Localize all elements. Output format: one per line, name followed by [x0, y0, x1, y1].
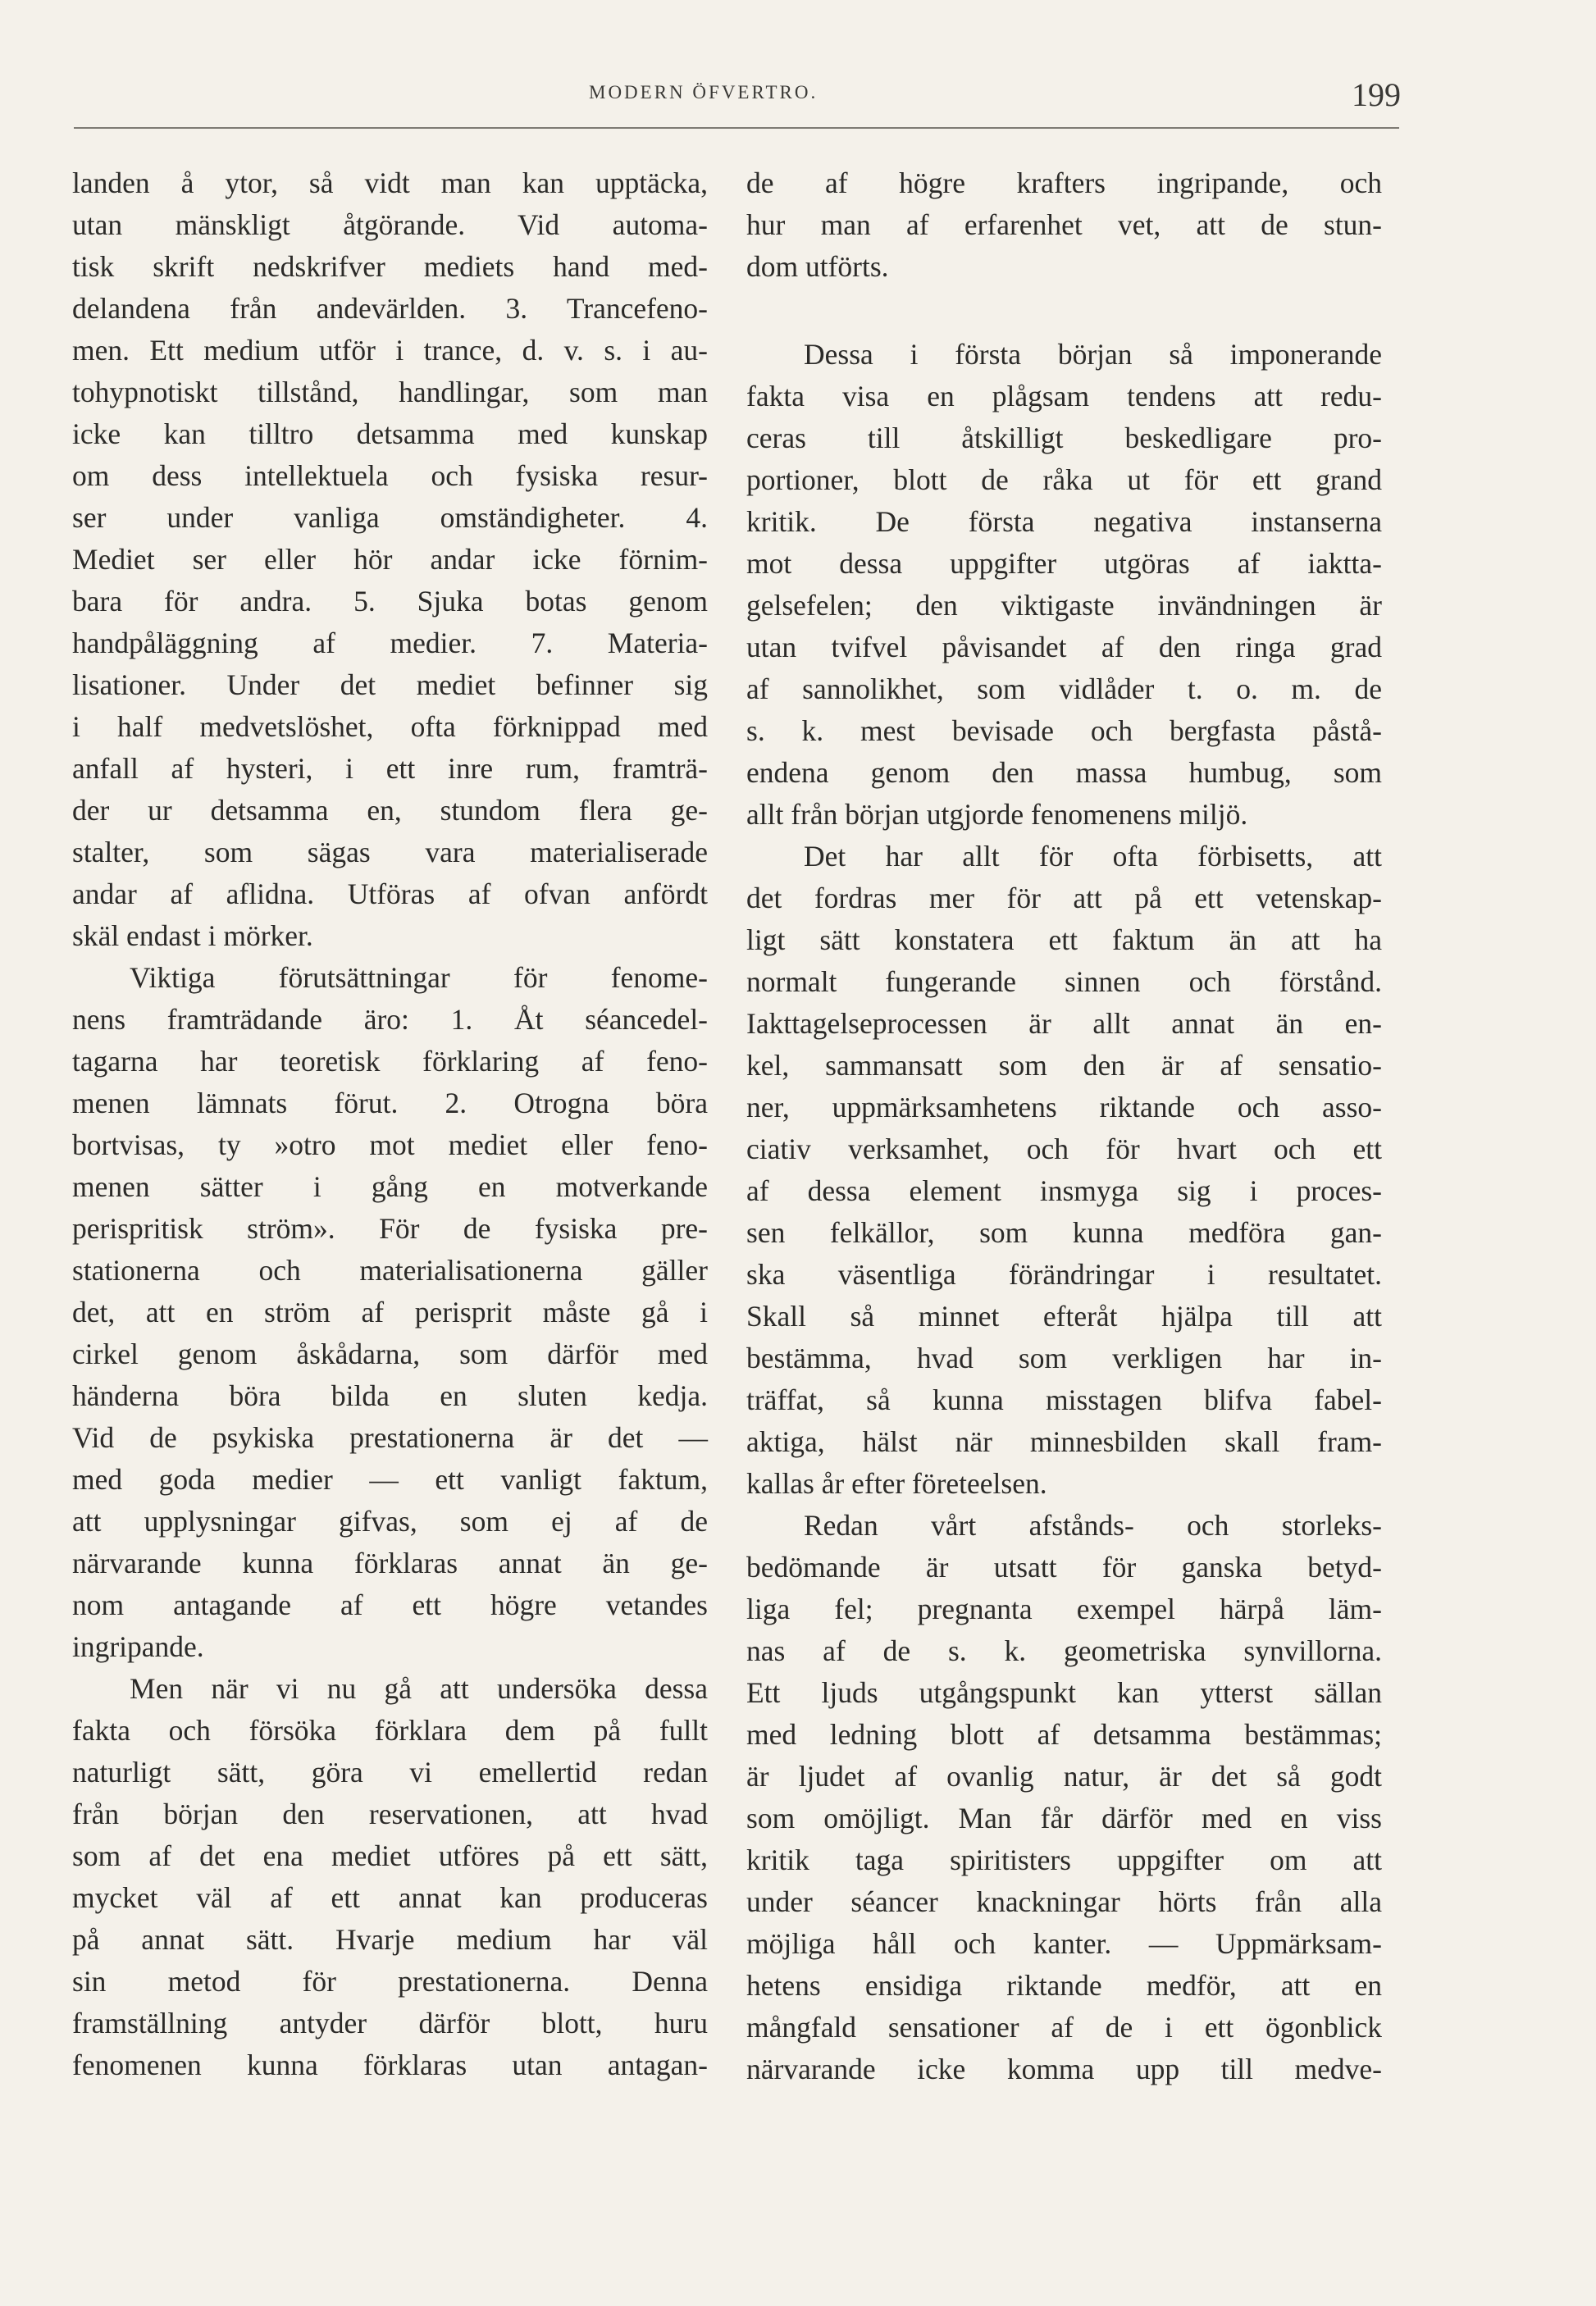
text-line: i half medvetslöshet, ofta förknippad med — [72, 710, 708, 743]
text-line: om dess intellektuela och fysiska resur- — [72, 459, 708, 492]
text-line: hetens ensidiga riktande medför, att en — [746, 1969, 1382, 2002]
text-line: s. k. mest bevisade och bergfasta påstå- — [746, 714, 1382, 747]
text-line: hur man af erfarenhet vet, att de stun- — [746, 208, 1382, 241]
text-line: tagarna har teoretisk förklaring af feno- — [72, 1045, 708, 1078]
text-line: der ur detsamma en, stundom flera ge- — [72, 794, 708, 827]
running-title: MODERN ÖFVERTRO. — [589, 82, 819, 103]
text-line: händerna böra bilda en sluten kedja. — [72, 1379, 708, 1412]
text-line: sen felkällor, som kunna medföra gan- — [746, 1216, 1382, 1249]
text-line: nas af de s. k. geometriska synvillorna. — [746, 1634, 1382, 1667]
text-line: endena genom den massa humbug, som — [746, 756, 1382, 789]
text-line: Ett ljuds utgångspunkt kan ytterst sällan — [746, 1676, 1382, 1709]
text-line: det fordras mer för att på ett vetenskap- — [746, 882, 1382, 914]
text-line: mångfald sensationer af de i ett ögonblick — [746, 2011, 1382, 2044]
text-line: närvarande kunna förklaras annat än ge- — [72, 1547, 708, 1579]
paragraph-gap — [746, 288, 1382, 334]
text-line: som af det ena mediet utföres på ett sätt, — [72, 1839, 708, 1872]
text-line: bortvisas, ty »otro mot mediet eller feno- — [72, 1128, 708, 1161]
text-line: ser under vanliga omständigheter. 4. — [72, 501, 708, 534]
paragraph — [72, 162, 708, 957]
paragraph — [72, 1668, 708, 2086]
text-line: Dessa i första början så imponerande — [804, 338, 1382, 371]
text-line: utan mänskligt åtgörande. Vid automa- — [72, 208, 708, 241]
text-line: af sannolikhet, som vidlåder t. o. m. de — [746, 672, 1382, 705]
text-line: Skall så minnet efteråt hjälpa till att — [746, 1300, 1382, 1333]
text-line: kallas år efter företeelsen. — [746, 1467, 1047, 1500]
text-line: stalter, som sägas vara materialiserade — [72, 836, 708, 868]
text-line: de af högre krafters ingripande, och — [746, 166, 1382, 199]
text-line: är ljudet af ovanlig natur, är det så godt — [746, 1760, 1382, 1793]
text-line: Vid de psykiska prestationerna är det — — [72, 1421, 708, 1454]
text-line: aktiga, hälst när minnesbilden skall fram- — [746, 1425, 1382, 1458]
text-line: lisationer. Under det mediet befinner sig — [72, 668, 708, 701]
left-column — [72, 162, 708, 2086]
text-line: på annat sätt. Hvarje medium har väl — [72, 1923, 708, 1956]
text-line: cirkel genom åskådarna, som därför med — [72, 1338, 708, 1370]
text-line: mycket väl af ett annat kan produceras — [72, 1881, 708, 1914]
text-line: dom utförts. — [746, 250, 889, 283]
text-line: tohypnotiskt tillstånd, handlingar, som man — [72, 376, 708, 408]
text-line: bara för andra. 5. Sjuka botas genom — [72, 585, 708, 618]
text-line: men. Ett medium utför i trance, d. v. s. i au- — [72, 334, 708, 367]
text-line: normalt fungerande sinnen och förstånd. — [746, 965, 1382, 998]
page-number: 199 — [1352, 76, 1401, 113]
text-line: träffat, så kunna misstagen blifva fabel- — [746, 1383, 1382, 1416]
paragraph — [746, 334, 1382, 836]
paragraph — [72, 957, 708, 1668]
paragraph — [746, 162, 1382, 288]
text-line: mot dessa uppgifter utgöras af iaktta- — [746, 547, 1382, 580]
text-line: från början den reservationen, att hvad — [72, 1798, 708, 1830]
text-line: handpåläggning af medier. 7. Materia- — [72, 627, 708, 659]
text-line: Det har allt för ofta förbisetts, att — [804, 840, 1382, 873]
text-line: icke kan tilltro detsamma med kunskap — [72, 417, 708, 450]
text-line: närvarande icke komma upp till medve- — [746, 2053, 1382, 2085]
text-line: landen å ytor, så vidt man kan upptäcka, — [72, 166, 708, 199]
text-line: Viktiga förutsättningar för fenome- — [130, 961, 708, 994]
text-line: menen sätter i gång en motverkande — [72, 1170, 708, 1203]
text-line: med goda medier — ett vanligt faktum, — [72, 1463, 708, 1496]
text-line: kel, sammansatt som den är af sensatio- — [746, 1049, 1382, 1082]
paragraph — [746, 1505, 1382, 2090]
paragraph — [746, 836, 1382, 1505]
text-line: som omöjligt. Man får därför med en viss — [746, 1802, 1382, 1834]
text-line: ner, uppmärksamhetens riktande och asso- — [746, 1091, 1382, 1123]
text-line: ingripande. — [72, 1630, 204, 1663]
text-line: nom antagande af ett högre vetandes — [72, 1588, 708, 1621]
text-line: möjliga håll och kanter. — Uppmärksam- — [746, 1927, 1382, 1960]
right-column — [746, 162, 1382, 2090]
text-line: fenomenen kunna förklaras utan antagan- — [72, 2049, 708, 2081]
text-line: anfall af hysteri, i ett inre rum, framträ- — [72, 752, 708, 785]
text-line: andar af aflidna. Utföras af ofvan anfördt — [72, 877, 708, 910]
page-header — [72, 75, 1401, 141]
text-line: Mediet ser eller hör andar icke förnim- — [72, 543, 708, 576]
text-line: ligt sätt konstatera ett faktum än att ha — [746, 923, 1382, 956]
text-line: naturligt sätt, göra vi emellertid redan — [72, 1756, 708, 1789]
text-line: ska väsentliga förändringar i resultatet. — [746, 1258, 1382, 1291]
text-line: liga fel; pregnanta exempel härpå läm- — [746, 1593, 1382, 1625]
text-line: tisk skrift nedskrifver mediets hand med- — [72, 250, 708, 283]
text-line: fakta och försöka förklara dem på fullt — [72, 1714, 708, 1747]
text-line: under séancer knackningar hörts från alla — [746, 1885, 1382, 1918]
text-line: gelsefelen; den viktigaste invändningen är — [746, 589, 1382, 622]
text-line: af dessa element insmyga sig i proces- — [746, 1174, 1382, 1207]
text-line: portioner, blott de råka ut för ett grand — [746, 463, 1382, 496]
text-line: delandena från andevärlden. 3. Trancefeno- — [72, 292, 708, 325]
text-line: Redan vårt afstånds- och storleks- — [804, 1509, 1382, 1542]
text-line: ciativ verksamhet, och för hvart och ett — [746, 1132, 1382, 1165]
text-line: perispritisk ström». För de fysiska pre- — [72, 1212, 708, 1245]
text-line: fakta visa en plågsam tendens att redu- — [746, 380, 1382, 412]
text-line: stationerna och materialisationerna gäller — [72, 1254, 708, 1287]
text-line: sin metod för prestationerna. Denna — [72, 1965, 708, 1998]
text-line: det, att en ström af perisprit måste gå i — [72, 1296, 708, 1328]
text-line: ceras till åtskilligt beskedligare pro- — [746, 422, 1382, 454]
text-line: nens framträdande äro: 1. Åt séancedel- — [72, 1003, 708, 1036]
text-line: utan tvifvel påvisandet af den ringa grad — [746, 631, 1382, 663]
text-line: Iakttagelseprocessen är allt annat än en- — [746, 1007, 1382, 1040]
text-line: framställning antyder därför blott, huru — [72, 2007, 708, 2039]
text-line: Men när vi nu gå att undersöka dessa — [130, 1672, 708, 1705]
text-line: allt från början utgjorde fenomenens miljö. — [746, 798, 1248, 831]
text-line: menen lämnats förut. 2. Otrogna böra — [72, 1087, 708, 1119]
text-line: bestämma, hvad som verkligen har in- — [746, 1342, 1382, 1374]
text-line: med ledning blott af detsamma bestämmas; — [746, 1718, 1382, 1751]
text-line: att upplysningar gifvas, som ej af de — [72, 1505, 708, 1538]
text-line: kritik taga spiritisters uppgifter om att — [746, 1843, 1382, 1876]
text-line: kritik. De första negativa instanserna — [746, 505, 1382, 538]
header-rule — [74, 127, 1399, 129]
text-line: bedömande är utsatt för ganska betyd- — [746, 1551, 1382, 1584]
text-line: skäl endast i mörker. — [72, 919, 313, 952]
